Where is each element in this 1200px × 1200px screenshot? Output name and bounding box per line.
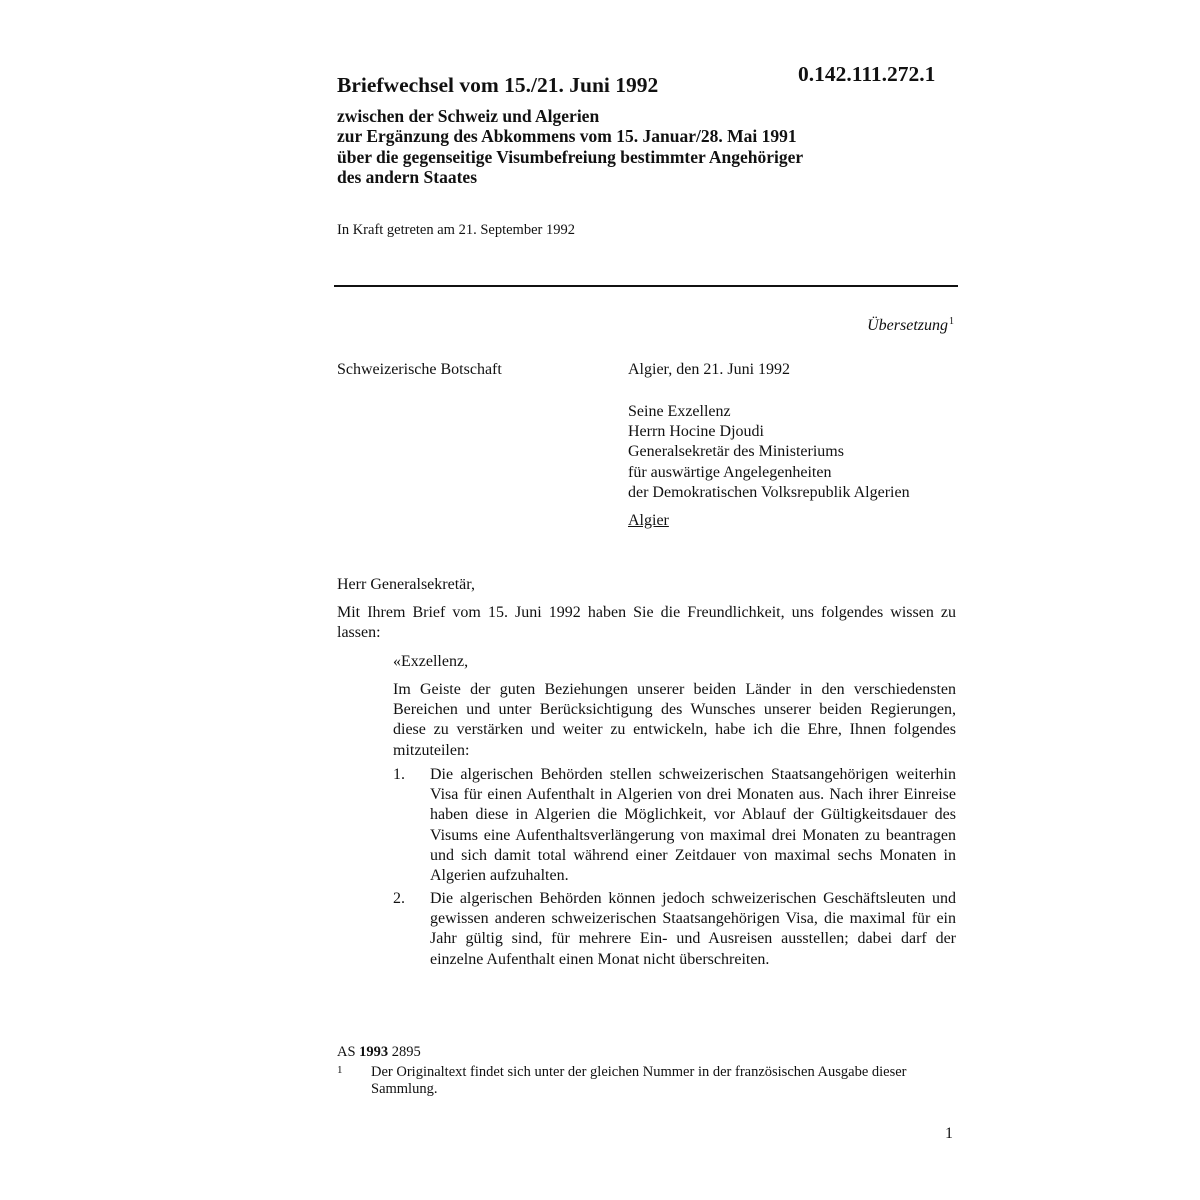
addressee-line: Herrn Hocine Djoudi — [628, 423, 764, 441]
list-item — [393, 889, 956, 970]
addressee-line: für auswärtige Angelegenheiten — [628, 463, 832, 481]
list-item — [393, 765, 956, 886]
page-number: 1 — [945, 1125, 953, 1142]
source-prefix: AS — [337, 1044, 356, 1060]
translation-text: Übersetzung — [867, 317, 948, 334]
letter-place-date: Algier, den 21. Juni 1992 — [628, 361, 791, 378]
in-force-note: In Kraft getreten am 21. September 1992 — [337, 222, 575, 238]
addressee-line: Seine Exzellenz — [628, 403, 731, 420]
addressee-line: der Demokratischen Volksrepublik Algerien — [628, 483, 910, 501]
document-subtitle — [337, 106, 803, 187]
letter-sender: Schweizerische Botschaft — [337, 361, 502, 378]
list-item-number: 2. — [393, 890, 405, 907]
subtitle-line: des andern Staates — [337, 166, 478, 187]
list-item-text: Die algerischen Behörden stellen schweizerischen Staatsangehörigen weiterhin Visa für einen Aufenthalt in Algerien von drei Monaten aus. Nach ihrer Einreise haben diese in Algerien die Möglichkeit, vor Ablauf der Gültigkeitsdauer des Visums eine Aufenthaltsverlängerung von maximal drei Monaten zu beantragen und sich damit total während einer Zeitdauer von maximal sechs Monaten in Algerien aufzuhalten. — [430, 766, 956, 885]
quote-salutation: «Exzellenz, — [393, 653, 469, 670]
source-page: 2895 — [391, 1044, 421, 1060]
subtitle-line: zwischen der Schweiz und Algerien — [337, 106, 600, 126]
addressee-city: Algier — [628, 512, 669, 530]
list-item-text: Die algerischen Behörden können jedoch schweizerischen Geschäftsleuten und gewissen anderen schweizerischen Staatsangehörigen Visa, die maximal für ein Jahr gültig sind, für mehrere Ein- und Ausreisen ausstellen; dabei darf der einzelne Aufenthalt einen Monat nicht überschreiten. — [430, 890, 956, 968]
subtitle-line: zur Ergänzung des Abkommens vom 15. Januar/28. Mai 1991 — [337, 126, 797, 147]
footnote — [337, 1064, 937, 1098]
translation-footnote-ref[interactable]: 1 — [949, 316, 954, 327]
quote-paragraph: Im Geiste der guten Beziehungen unserer beiden Länder in den verschiedensten Bereichen und unter Berücksichtigung des Wunsches unserer beiden Regierungen, diese zu verstärken und weiter zu entwickeln, habe ich die Ehre, Ihnen folgendes mitzuteilen: — [393, 681, 956, 759]
addressee-line: Generalsekretär des Ministeriums — [628, 443, 844, 461]
intro-paragraph: Mit Ihrem Brief vom 15. Juni 1992 haben Sie die Freundlichkeit, uns folgendes wissen zu lassen: — [337, 604, 956, 642]
letter-addressee — [628, 402, 910, 531]
subtitle-line: über die gegenseitige Visumbefreiung bestimmter Angehöriger — [337, 146, 804, 167]
footnote-text: Der Originaltext findet sich unter der gleichen Nummer in der französischen Ausgabe dieser Sammlung. — [371, 1064, 907, 1097]
official-source — [337, 1044, 421, 1061]
sr-number: 0.142.111.272.1 — [798, 62, 936, 86]
source-year: 1993 — [359, 1044, 389, 1060]
footnote-mark: 1 — [337, 1064, 343, 1076]
translation-label — [867, 316, 954, 335]
letter-salutation: Herr Generalsekretär, — [337, 576, 475, 593]
document-title: Briefwechsel vom 15./21. Juni 1992 — [337, 73, 659, 97]
list-item-number: 1. — [393, 766, 405, 783]
header-divider — [334, 285, 958, 287]
